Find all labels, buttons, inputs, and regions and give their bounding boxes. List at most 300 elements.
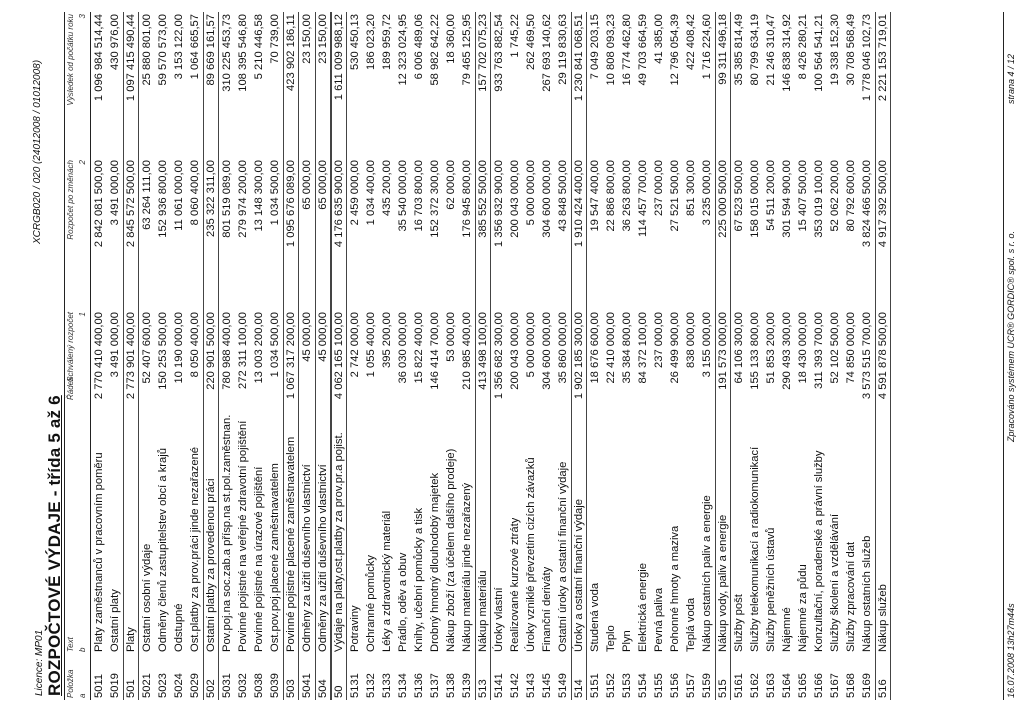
row-code: 5024	[173, 673, 185, 698]
row-rozpocet-po: 279 974 200,00	[237, 160, 249, 238]
row-vysledek: 58 982 642,22	[429, 14, 441, 86]
row-text: Služby zpracování dat	[845, 541, 857, 652]
row-schvaleny: 150 253 500,00	[157, 312, 169, 390]
row-rozpocet-po: 27 521 500,00	[669, 160, 681, 232]
row-schvaleny: 10 190 000,00	[173, 312, 185, 384]
row-text: Platy	[125, 627, 137, 652]
row-text: Elektrická energie	[637, 563, 649, 652]
table-row	[795, 12, 811, 700]
row-vysledek: 8 426 280,21	[797, 14, 809, 80]
row-code: 5142	[509, 673, 521, 698]
row-code: 5165	[797, 673, 809, 698]
row-schvaleny: 74 850 000,00	[845, 312, 857, 384]
row-code: 50	[333, 685, 345, 698]
row-vysledek: 186 023,20	[365, 14, 377, 70]
header-top-rule	[64, 12, 65, 700]
table-row	[619, 12, 635, 700]
row-rozpocet-po: 43 848 500,00	[557, 160, 569, 232]
row-code: 5041	[301, 673, 313, 698]
row-text: Nákup ostatních služeb	[861, 535, 873, 652]
row-schvaleny: 35 384 800,00	[621, 312, 633, 384]
row-code: 5029	[189, 673, 201, 698]
row-vysledek: 23 150,00	[301, 14, 313, 64]
row-schvaleny: 22 410 000,00	[605, 312, 617, 384]
row-text: Konzultační, poradenské a právní služby	[813, 450, 825, 652]
row-text: Plyn	[621, 630, 633, 652]
row-text: Služby telekomunikací a radiokomunikací	[749, 446, 761, 652]
row-text: Nákup zboží (za účelem dalšího prodeje)	[445, 448, 457, 652]
row-vysledek: 2 221 153 719,01	[877, 14, 889, 102]
row-rozpocet-po: 54 511 200,00	[765, 160, 777, 231]
row-rozpocet-po: 435 200,00	[381, 160, 393, 216]
row-text: Povinné pojistné na veřejné zdravotní pojištění	[237, 420, 249, 652]
row-vysledek: 933 763 882,54	[493, 14, 505, 92]
row-text: Prádlo, oděv a obuv	[397, 552, 409, 652]
row-schvaleny: 191 573 000,00	[717, 312, 729, 390]
licence-label: Licence: MP01	[34, 629, 45, 696]
row-schvaleny: 8 050 400,00	[189, 312, 201, 378]
col-radek: Řádek	[66, 376, 75, 400]
row-rozpocet-po: 11 061 000,00	[173, 160, 185, 231]
table-row	[587, 12, 603, 700]
table-row	[107, 12, 123, 700]
row-vysledek: 21 246 310,47	[765, 14, 777, 86]
row-vysledek: 310 225 453,73	[221, 14, 233, 92]
table-row	[683, 12, 699, 700]
row-rozpocet-po: 1 095 676 089,00	[285, 160, 297, 248]
row-text: Nákup služeb	[877, 584, 889, 652]
row-schvaleny: 4 062 165 100,00	[333, 312, 345, 400]
row-schvaleny: 220 901 500,00	[205, 312, 217, 390]
row-vysledek: 80 799 634,19	[749, 14, 761, 86]
row-vysledek: 1 097 415 490,44	[125, 14, 137, 102]
row-rozpocet-po: 3 235 000,00	[701, 160, 713, 226]
row-vysledek: 423 902 186,11	[285, 14, 297, 91]
table-row	[363, 12, 379, 700]
table-row	[155, 12, 171, 700]
table-row	[443, 12, 459, 700]
row-vysledek: 35 385 814,49	[733, 14, 745, 86]
row-vysledek: 18 360,00	[445, 14, 457, 64]
col-b: b	[78, 647, 87, 652]
row-code: 5155	[653, 673, 665, 698]
row-rozpocet-po: 4 176 635 900,00	[333, 160, 345, 248]
table-row	[843, 12, 859, 700]
row-rozpocet-po: 13 148 300,00	[253, 160, 265, 232]
row-rozpocet-po: 801 519 089,00	[221, 160, 233, 238]
table-row	[555, 12, 571, 700]
row-rozpocet-po: 176 945 800,00	[461, 160, 473, 238]
row-text: Léky a zdravotnický materiál	[381, 510, 393, 652]
table-row	[459, 12, 475, 700]
footer-system: Zpracováno systémem UCR® GORDIC® spol. s r. o.	[1006, 231, 1016, 442]
table-row	[603, 12, 619, 700]
table-row	[123, 12, 139, 700]
col-vysledek: Výsledek od počátku roku	[66, 14, 75, 106]
row-schvaleny: 52 102 500,00	[829, 312, 841, 384]
footer-date: 16.07.2008 13h27m44s	[1006, 603, 1016, 698]
row-schvaleny: 64 106 300,00	[733, 312, 745, 384]
row-code: 5141	[493, 673, 505, 698]
row-vysledek: 1 064 665,57	[189, 14, 201, 80]
row-vysledek: 25 880 801,00	[141, 14, 153, 86]
row-schvaleny: 146 414 700,00	[429, 312, 441, 390]
row-code: 5137	[429, 673, 441, 698]
row-text: Finanční deriváty	[541, 566, 553, 652]
row-schvaleny: 838 000,00	[685, 312, 697, 368]
row-code: 5167	[829, 673, 841, 698]
row-vysledek: 530 450,13	[349, 14, 361, 70]
row-code: 5159	[701, 673, 713, 698]
row-rozpocet-po: 1 034 500,00	[269, 160, 281, 226]
row-code: 5031	[221, 673, 233, 698]
row-text: Výdaje na platy,ost.platby za prov.pr.a pojist.	[333, 432, 345, 652]
row-vysledek: 16 774 462,80	[621, 14, 633, 86]
row-rozpocet-po: 152 936 800,00	[157, 160, 169, 238]
row-vysledek: 1 716 224,60	[701, 14, 713, 80]
row-code: 5136	[413, 673, 425, 698]
col-n2: 2	[78, 160, 87, 165]
row-text: Studená voda	[589, 582, 601, 652]
row-text: Nákup ostatních paliv a energie	[701, 495, 713, 652]
row-vysledek: 422 408,42	[685, 14, 697, 70]
row-text: Ost.platby za prov.práci jinde nezařazené	[189, 446, 201, 652]
table-row	[635, 12, 651, 700]
row-vysledek: 23 150,00	[317, 14, 329, 64]
row-vysledek: 3 153 122,00	[173, 14, 185, 80]
row-code: 501	[125, 679, 137, 698]
row-text: Nákup materiálu	[477, 570, 489, 652]
row-rozpocet-po: 80 792 600,00	[845, 160, 857, 232]
row-text: Odměny za užití duševního vlastnictví	[301, 464, 313, 652]
row-schvaleny: 15 822 400,00	[413, 312, 425, 384]
table-row	[539, 12, 555, 700]
row-code: 5157	[685, 673, 697, 698]
row-schvaleny: 35 860 000,00	[557, 312, 569, 384]
row-rozpocet-po: 2 845 572 500,00	[125, 160, 137, 248]
row-text: Nájemné za půdu	[797, 564, 809, 652]
row-text: Úroky vlastní	[493, 587, 505, 652]
row-schvaleny: 1 034 500,00	[269, 312, 281, 378]
row-vysledek: 430 976,00	[109, 14, 121, 70]
table-row	[779, 12, 795, 700]
row-code: 5143	[525, 673, 537, 698]
row-rozpocet-po: 16 703 800,00	[413, 160, 425, 232]
row-vysledek: 12 796 054,39	[669, 14, 681, 86]
col-n3: 3	[78, 14, 87, 19]
row-schvaleny: 311 393 700,00	[813, 312, 825, 389]
row-rozpocet-po: 65 000,00	[301, 160, 313, 210]
row-vysledek: 79 465 125,95	[461, 14, 473, 86]
row-vysledek: 6 006 489,06	[413, 14, 425, 80]
row-text: Ostatní platy	[109, 589, 121, 652]
row-code: 5164	[781, 673, 793, 698]
row-text: Nákup vody, paliv a energie	[717, 514, 729, 652]
row-rozpocet-po: 1 910 424 400,00	[573, 160, 585, 248]
row-rozpocet-po: 1 034 400,00	[365, 160, 377, 226]
row-rozpocet-po: 2 459 000,00	[349, 160, 361, 226]
row-text: Úroky vzniklé převzetím cizích závazků	[525, 457, 537, 652]
row-text: Teplo	[605, 625, 617, 652]
col-text: Text	[66, 637, 75, 652]
row-rozpocet-po: 3 824 466 500,00	[861, 160, 873, 248]
table-row	[315, 12, 331, 700]
table-row	[827, 12, 843, 700]
row-code: 5168	[845, 673, 857, 698]
row-vysledek: 1 096 984 514,44	[93, 14, 105, 102]
table-row	[763, 12, 779, 700]
report-code: XCRGB020 / 020 (24012008 / 01012008)	[32, 59, 43, 244]
row-code: 5151	[589, 673, 601, 698]
table-row	[859, 12, 875, 700]
row-vysledek: 1 778 046 102,73	[861, 14, 873, 102]
footer-page: strana 4 / 12	[1006, 53, 1016, 104]
row-rozpocet-po: 301 594 900,00	[781, 160, 793, 238]
row-text: Knihy, učební pomůcky a tisk	[413, 507, 425, 652]
row-code: 5139	[461, 673, 473, 698]
table-row	[219, 12, 235, 700]
row-schvaleny: 5 000 000,00	[525, 312, 537, 378]
row-vysledek: 30 708 568,49	[845, 14, 857, 86]
table-row	[203, 12, 219, 700]
row-code: 5021	[141, 673, 153, 698]
col-polozka: Položka	[66, 669, 75, 698]
table-row	[91, 12, 107, 700]
row-vysledek: 146 838 314,92	[781, 14, 793, 92]
table-row	[235, 12, 251, 700]
table-row	[171, 12, 187, 700]
row-vysledek: 1 745,22	[509, 14, 521, 58]
col-schvaleny: Schválený rozpočet	[66, 312, 75, 382]
row-code: 5154	[637, 673, 649, 698]
table-row	[667, 12, 683, 700]
row-schvaleny: 200 043 000,00	[509, 312, 521, 390]
row-text: Platy zaměstnanců v pracovním poměru	[93, 452, 105, 652]
table-row	[331, 12, 347, 700]
table-row	[811, 12, 827, 700]
row-rozpocet-po: 65 000,00	[317, 160, 329, 210]
table-row	[139, 12, 155, 700]
row-code: 513	[477, 679, 489, 698]
row-schvaleny: 18 676 600,00	[589, 312, 601, 384]
row-code: 5145	[541, 673, 553, 698]
table-row	[731, 12, 747, 700]
row-vysledek: 1 611 009 988,12	[333, 14, 345, 101]
row-text: Pov.poj.na soc.zab.a přísp.na st.pol.zaměstnan.	[221, 414, 233, 652]
row-schvaleny: 3 573 515 700,00	[861, 312, 873, 400]
row-rozpocet-po: 15 407 500,00	[797, 160, 809, 232]
row-text: Pevná paliva	[653, 587, 665, 652]
row-code: 504	[317, 679, 329, 698]
row-code: 5038	[253, 673, 265, 698]
row-schvaleny: 155 133 800,00	[749, 312, 761, 390]
row-code: 5149	[557, 673, 569, 698]
row-schvaleny: 272 311 100,00	[237, 312, 249, 389]
footer-rule	[1003, 12, 1004, 700]
row-schvaleny: 84 372 100,00	[637, 312, 649, 384]
table-row	[571, 12, 587, 700]
row-text: Ost.pov.poj.placené zaměstnavatelem	[269, 463, 281, 652]
table-row	[747, 12, 763, 700]
table-row	[523, 12, 539, 700]
row-rozpocet-po: 8 060 400,00	[189, 160, 201, 226]
table-row	[875, 12, 891, 700]
table-header	[66, 12, 90, 700]
row-rozpocet-po: 158 015 000,00	[749, 160, 761, 238]
row-text: Realizované kurzové ztráty	[509, 517, 521, 652]
row-rozpocet-po: 4 917 392 500,00	[877, 160, 889, 248]
row-vysledek: 70 739,00	[269, 14, 281, 64]
row-schvaleny: 26 499 900,00	[669, 312, 681, 384]
row-text: Ostatní osobní výdaje	[141, 543, 153, 652]
row-schvaleny: 51 853 200,00	[765, 312, 777, 384]
row-text: Nájemné	[781, 607, 793, 652]
row-vysledek: 10 808 093,23	[605, 14, 617, 86]
row-schvaleny: 780 988 400,00	[221, 312, 233, 390]
row-code: 5011	[93, 673, 105, 698]
page-title: ROZPOČTOVÉ VÝDAJE - třída 5 až 6	[45, 395, 64, 696]
row-rozpocet-po: 237 000,00	[653, 160, 665, 216]
row-vysledek: 157 702 075,23	[477, 14, 489, 92]
row-vysledek: 5 210 446,58	[253, 14, 265, 80]
table-row	[299, 12, 315, 700]
row-schvaleny: 18 430 000,00	[797, 312, 809, 384]
table-row	[491, 12, 507, 700]
row-code: 5156	[669, 673, 681, 698]
row-code: 5023	[157, 673, 169, 698]
row-schvaleny: 1 356 682 300,00	[493, 312, 505, 400]
row-code: 5138	[445, 673, 457, 698]
row-rozpocet-po: 225 000 500,00	[717, 160, 729, 238]
row-rozpocet-po: 63 264 111,00	[141, 160, 153, 230]
row-vysledek: 1 230 841 068,51	[573, 14, 585, 102]
row-schvaleny: 45 000,00	[301, 312, 313, 362]
row-rozpocet-po: 22 886 800,00	[605, 160, 617, 232]
row-text: Drobný hmotný dlouhodobý majetek	[429, 472, 441, 652]
row-code: 5166	[813, 673, 825, 698]
row-rozpocet-po: 152 372 300,00	[429, 160, 441, 238]
row-vysledek: 99 311 496,18	[717, 14, 729, 85]
row-schvaleny: 2 770 410 400,00	[93, 312, 105, 400]
table-row	[715, 12, 731, 700]
row-schvaleny: 2 742 000,00	[349, 312, 361, 378]
row-code: 5162	[749, 673, 761, 698]
row-vysledek: 89 669 161,57	[205, 14, 217, 86]
row-schvaleny: 3 155 000,00	[701, 312, 713, 378]
row-text: Služby pošt	[733, 594, 745, 652]
row-text: Teplá voda	[685, 597, 697, 652]
row-schvaleny: 2 773 901 400,00	[125, 312, 137, 400]
row-vysledek: 262 469,50	[525, 14, 537, 70]
table-row	[411, 12, 427, 700]
table-row	[251, 12, 267, 700]
row-code: 5039	[269, 673, 281, 698]
row-schvaleny: 53 000,00	[445, 312, 457, 362]
row-rozpocet-po: 5 000 000,00	[525, 160, 537, 226]
table-row	[347, 12, 363, 700]
row-rozpocet-po: 353 019 100,00	[813, 160, 825, 238]
row-text: Ochranné pomůcky	[365, 554, 377, 652]
row-rozpocet-po: 304 600 000,00	[541, 160, 553, 238]
col-rozpocet-po: Rozpočet po změnách	[66, 160, 75, 240]
table-row	[699, 12, 715, 700]
row-code: 502	[205, 679, 217, 698]
row-code: 5152	[605, 673, 617, 698]
row-code: 514	[573, 679, 585, 698]
row-rozpocet-po: 385 552 500,00	[477, 160, 489, 238]
row-code: 516	[877, 679, 889, 698]
table-row	[379, 12, 395, 700]
row-vysledek: 189 959,72	[381, 14, 393, 70]
row-schvaleny: 36 030 000,00	[397, 312, 409, 384]
row-code: 5134	[397, 673, 409, 698]
row-text: Služby peněžních ústavů	[765, 527, 777, 652]
row-code: 5163	[765, 673, 777, 698]
row-schvaleny: 210 985 400,00	[461, 312, 473, 390]
row-text: Úroky a ostatní finanční výdaje	[573, 499, 585, 652]
row-rozpocet-po: 67 523 500,00	[733, 160, 745, 232]
row-vysledek: 7 049 203,15	[589, 14, 601, 80]
row-rozpocet-po: 36 263 800,00	[621, 160, 633, 232]
row-text: Nákup materiálu jinde nezařazený	[461, 482, 473, 652]
row-text: Odměny členů zastupitelstev obcí a krajů	[157, 448, 169, 652]
table-row	[267, 12, 283, 700]
row-schvaleny: 237 000,00	[653, 312, 665, 368]
row-vysledek: 108 395 546,80	[237, 14, 249, 92]
row-schvaleny: 304 600 000,00	[541, 312, 553, 390]
row-code: 515	[717, 679, 729, 698]
row-vysledek: 12 323 024,95	[397, 14, 409, 86]
row-text: Povinné pojistné na úrazové pojištění	[253, 466, 265, 652]
row-rozpocet-po: 62 000,00	[445, 160, 457, 210]
row-text: Potraviny	[349, 605, 361, 652]
col-a: a	[78, 693, 87, 698]
row-code: 5153	[621, 673, 633, 698]
table-row	[427, 12, 443, 700]
row-rozpocet-po: 2 842 081 500,00	[93, 160, 105, 248]
row-rozpocet-po: 235 322 311,00	[205, 160, 217, 237]
row-vysledek: 267 693 140,62	[541, 14, 553, 92]
row-code: 5133	[381, 673, 393, 698]
row-code: 5169	[861, 673, 873, 698]
row-schvaleny: 52 407 600,00	[141, 312, 153, 384]
row-code: 5132	[365, 673, 377, 698]
row-rozpocet-po: 114 457 700,00	[637, 160, 649, 237]
row-rozpocet-po: 3 491 000,00	[109, 160, 121, 226]
row-rozpocet-po: 35 540 000,00	[397, 160, 409, 232]
row-schvaleny: 1 902 185 300,00	[573, 312, 585, 400]
table-row	[283, 12, 299, 700]
table-row	[507, 12, 523, 700]
col-n1: 1	[78, 312, 87, 317]
row-vysledek: 19 338 152,30	[829, 14, 841, 86]
row-text: Odměny za užití duševního vlastnictví	[317, 464, 329, 652]
row-code: 5019	[109, 673, 121, 698]
row-schvaleny: 45 000,00	[317, 312, 329, 362]
table-row	[395, 12, 411, 700]
row-code: 503	[285, 679, 297, 698]
row-schvaleny: 4 591 878 500,00	[877, 312, 889, 400]
table-body	[91, 12, 891, 700]
row-schvaleny: 3 491 000,00	[109, 312, 121, 378]
row-rozpocet-po: 19 547 400,00	[589, 160, 601, 232]
row-vysledek: 49 703 664,59	[637, 14, 649, 86]
row-text: Služby školení a vzdělávání	[829, 513, 841, 652]
row-text: Ostatní úroky a ostatní finanční výdaje	[557, 461, 569, 652]
row-text: Povinné pojistné placené zaměstnavatelem	[285, 436, 297, 652]
row-schvaleny: 395 200,00	[381, 312, 393, 368]
row-schvaleny: 1 067 317 200,00	[285, 312, 297, 400]
